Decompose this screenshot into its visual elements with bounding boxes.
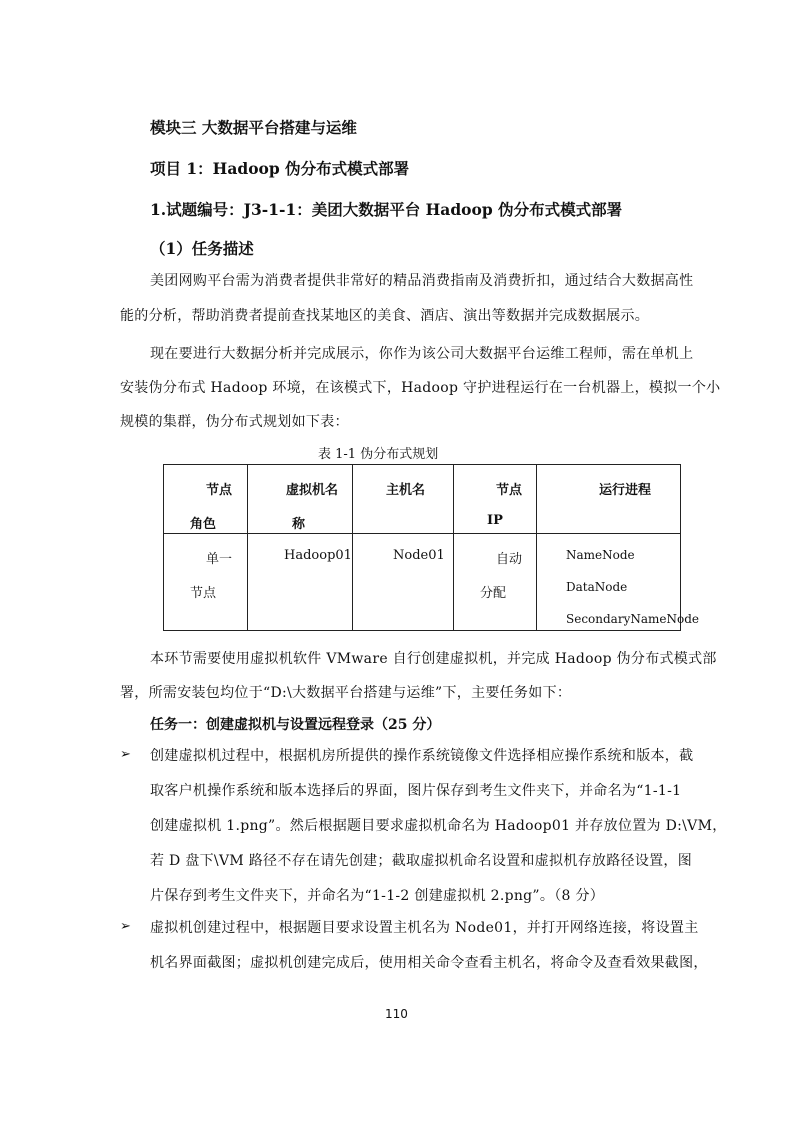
paragraph-line: 本环节需要使用虚拟机软件 VMware 自行创建虚拟机，并完成 Hadoop 伪分布式模式部 [150, 651, 717, 667]
header-vm-name-line1: 虚拟机名 [286, 483, 339, 498]
question-title: 1.试题编号：J3-1-1：美团大数据平台 Hadoop 伪分布式模式部署 [150, 200, 623, 219]
task-title: 任务一：创建虚拟机与设置远程登录（25 分） [150, 717, 441, 733]
header-vm-name-line2: 称 [292, 517, 306, 532]
bullet-line: 机名界面截图；虚拟机创建完成后，使用相关命令查看主机名，将命令及查看效果截图， [150, 955, 708, 971]
row-node-role-line2: 节点 [190, 586, 217, 601]
module-title: 模块三 大数据平台搭建与运维 [150, 118, 357, 137]
row-process: DataNode [566, 580, 628, 594]
bullet-line: 创建虚拟机 1.png”。然后根据题目要求虚拟机命名为 Hadoop01 并存放位置为 D:\VM， [150, 818, 727, 834]
paragraph-line: 美团网购平台需为消费者提供非常好的精品消费指南及消费折扣，通过结合大数据高性 [150, 273, 694, 289]
row-process: NameNode [566, 548, 635, 562]
plan-table [163, 464, 699, 631]
row-node-role-line1: 单一 [206, 552, 233, 567]
paragraph-line: 能的分析，帮助消费者提前查找某地区的美食、酒店、演出等数据并完成数据展示。 [120, 308, 650, 324]
header-node-role-line2: 角色 [190, 517, 217, 532]
bullet-line: 取客户机操作系统和版本选择后的界面，图片保存到考生文件夹下，并命名为“1-1-1 [150, 783, 682, 799]
header-processes: 运行进程 [599, 483, 652, 498]
row-hostname: Node01 [393, 548, 445, 563]
header-node-role-line1: 节点 [206, 483, 233, 498]
bullet-line: 虚拟机创建过程中，根据题目要求设置主机名为 Node01，并打开网络连接，将设置主 [150, 920, 699, 936]
row-node-ip-line1: 自动 [496, 552, 523, 567]
table-caption: 表 1-1 伪分布式规划 [318, 447, 439, 462]
row-vm-name: Hadoop01 [284, 548, 352, 563]
header-hostname: 主机名 [386, 483, 426, 498]
paragraph-line: 署，所需安装包均位于“D:\大数据平台搭建与运维”下，主要任务如下： [120, 685, 572, 701]
bullet-line: 片保存到考生文件夹下，并命名为“1-1-2 创建虚拟机 2.png”。（8 分） [150, 888, 605, 904]
bullet-line: 若 D 盘下\VM 路径不存在请先创建；截取虚拟机命名设置和虚拟机存放路径设置，图 [150, 853, 693, 869]
page-number: 110 [385, 1007, 408, 1021]
paragraph-line: 现在要进行大数据分析并完成展示，你作为该公司大数据平台运维工程师，需在单机上 [150, 346, 694, 362]
bullet-arrow-icon: ➢ [120, 919, 131, 934]
header-node-ip-line1: 节点 [496, 483, 523, 498]
row-process: SecondaryNameNode [566, 612, 699, 626]
bullet-line: 创建虚拟机过程中，根据机房所提供的操作系统镜像文件选择相应操作系统和版本，截 [150, 748, 694, 764]
bullet-arrow-icon: ➢ [120, 747, 131, 762]
table-header-row [164, 465, 681, 534]
paragraph-line: 安装伪分布式 Hadoop 环境，在该模式下，Hadoop 守护进程运行在一台机器上，模拟一个小 [120, 380, 721, 396]
paragraph-line: 规模的集群，伪分布式规划如下表： [120, 414, 349, 430]
row-node-ip-line2: 分配 [480, 586, 507, 601]
project-title: 项目 1：Hadoop 伪分布式模式部署 [150, 159, 410, 178]
table-row [164, 534, 681, 631]
header-node-ip-line2: IP [487, 513, 503, 528]
section-title: （1）任务描述 [150, 239, 254, 258]
